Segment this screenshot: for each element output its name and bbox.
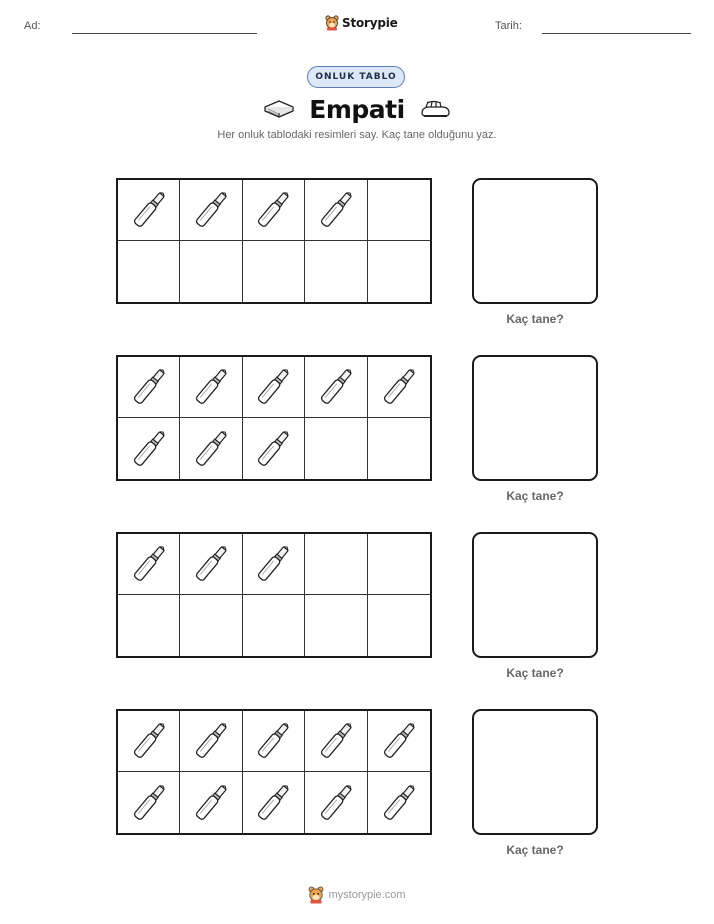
how-many-label: Kaç tane? (506, 489, 564, 503)
date-label: Tarih: (495, 20, 522, 32)
ten-frame-cell (368, 357, 430, 418)
ten-frame-cell (118, 357, 180, 418)
ten-frame-cell (118, 418, 180, 479)
ten-frame-cell (368, 534, 430, 595)
ten-frame-cell (368, 772, 430, 833)
wood-chisel-icon (379, 719, 419, 763)
ten-frame-cell (180, 595, 242, 656)
ten-frame-cell (180, 418, 242, 479)
ten-frame-cell (243, 711, 305, 772)
wood-chisel-icon (316, 719, 356, 763)
date-line[interactable] (542, 33, 691, 34)
ten-frame-cell (243, 418, 305, 479)
ten-frame-cell (305, 595, 367, 656)
wood-chisel-icon (191, 719, 231, 763)
ten-frame (116, 178, 432, 304)
ten-frame-cell (305, 534, 367, 595)
wood-chisel-icon (316, 188, 356, 232)
ten-frame-cell (118, 595, 180, 656)
wood-chisel-icon (379, 781, 419, 825)
answer-box[interactable] (472, 532, 598, 658)
ten-frame (116, 532, 432, 658)
wood-chisel-icon (253, 542, 293, 586)
ten-frame-cell (118, 180, 180, 241)
wood-chisel-icon (253, 719, 293, 763)
wood-chisel-icon (253, 427, 293, 471)
wood-chisel-icon (379, 365, 419, 409)
ten-frame-cell (305, 241, 367, 302)
wood-chisel-icon (253, 781, 293, 825)
ten-frame-cell (243, 534, 305, 595)
book-icon (263, 98, 295, 120)
page-title: Empati (309, 94, 405, 124)
wood-chisel-icon (129, 188, 169, 232)
ten-frame-cell (180, 180, 242, 241)
ten-frame-cell (243, 241, 305, 302)
wood-chisel-icon (253, 365, 293, 409)
wood-chisel-icon (316, 781, 356, 825)
ten-frame-cell (305, 357, 367, 418)
wood-chisel-icon (316, 365, 356, 409)
wood-chisel-icon (191, 427, 231, 471)
storypie-logo (325, 13, 398, 33)
wood-chisel-icon (129, 781, 169, 825)
ten-frame-cell (368, 595, 430, 656)
ten-frame-cell (180, 357, 242, 418)
answer-box[interactable] (472, 355, 598, 481)
ten-frame-cell (243, 180, 305, 241)
ten-frame-cell (243, 357, 305, 418)
bear-mascot-icon (308, 886, 324, 904)
sandal-icon (419, 98, 451, 120)
ten-frame-cell (368, 418, 430, 479)
wood-chisel-icon (191, 365, 231, 409)
ten-frame-cell (118, 241, 180, 302)
title-row (0, 92, 714, 126)
wood-chisel-icon (129, 542, 169, 586)
instruction-text: Her onluk tablodaki resimleri say. Kaç tane olduğunu yaz. (217, 129, 497, 141)
how-many-label: Kaç tane? (506, 666, 564, 680)
wood-chisel-icon (191, 542, 231, 586)
ten-frame-cell (180, 241, 242, 302)
ten-frame-cell (305, 180, 367, 241)
how-many-label: Kaç tane? (506, 312, 564, 326)
ten-frame-cell (368, 711, 430, 772)
ten-frame-cell (180, 711, 242, 772)
ten-frame-cell (305, 711, 367, 772)
footer (0, 885, 714, 905)
ten-frame (116, 355, 432, 481)
wood-chisel-icon (191, 188, 231, 232)
ten-frame-cell (305, 772, 367, 833)
wood-chisel-icon (191, 781, 231, 825)
ten-frame-cell (243, 772, 305, 833)
ten-frame-cell (243, 595, 305, 656)
ten-frame-cell (118, 534, 180, 595)
ten-frame-cell (118, 711, 180, 772)
worksheet-type-badge: ONLUK TABLO (307, 66, 405, 88)
bear-mascot-icon (325, 15, 339, 31)
ten-frame-cell (180, 534, 242, 595)
wood-chisel-icon (129, 365, 169, 409)
how-many-label: Kaç tane? (506, 843, 564, 857)
wood-chisel-icon (253, 188, 293, 232)
brand-name: Storypie (342, 16, 398, 30)
name-line[interactable] (72, 33, 257, 34)
ten-frame-cell (305, 418, 367, 479)
wood-chisel-icon (129, 719, 169, 763)
answer-box[interactable] (472, 709, 598, 835)
ten-frame-cell (118, 772, 180, 833)
ten-frame-cell (368, 241, 430, 302)
name-label: Ad: (24, 20, 41, 32)
footer-site: mystorypie.com (328, 889, 406, 901)
ten-frame-cell (368, 180, 430, 241)
ten-frame (116, 709, 432, 835)
answer-box[interactable] (472, 178, 598, 304)
ten-frame-cell (180, 772, 242, 833)
wood-chisel-icon (129, 427, 169, 471)
